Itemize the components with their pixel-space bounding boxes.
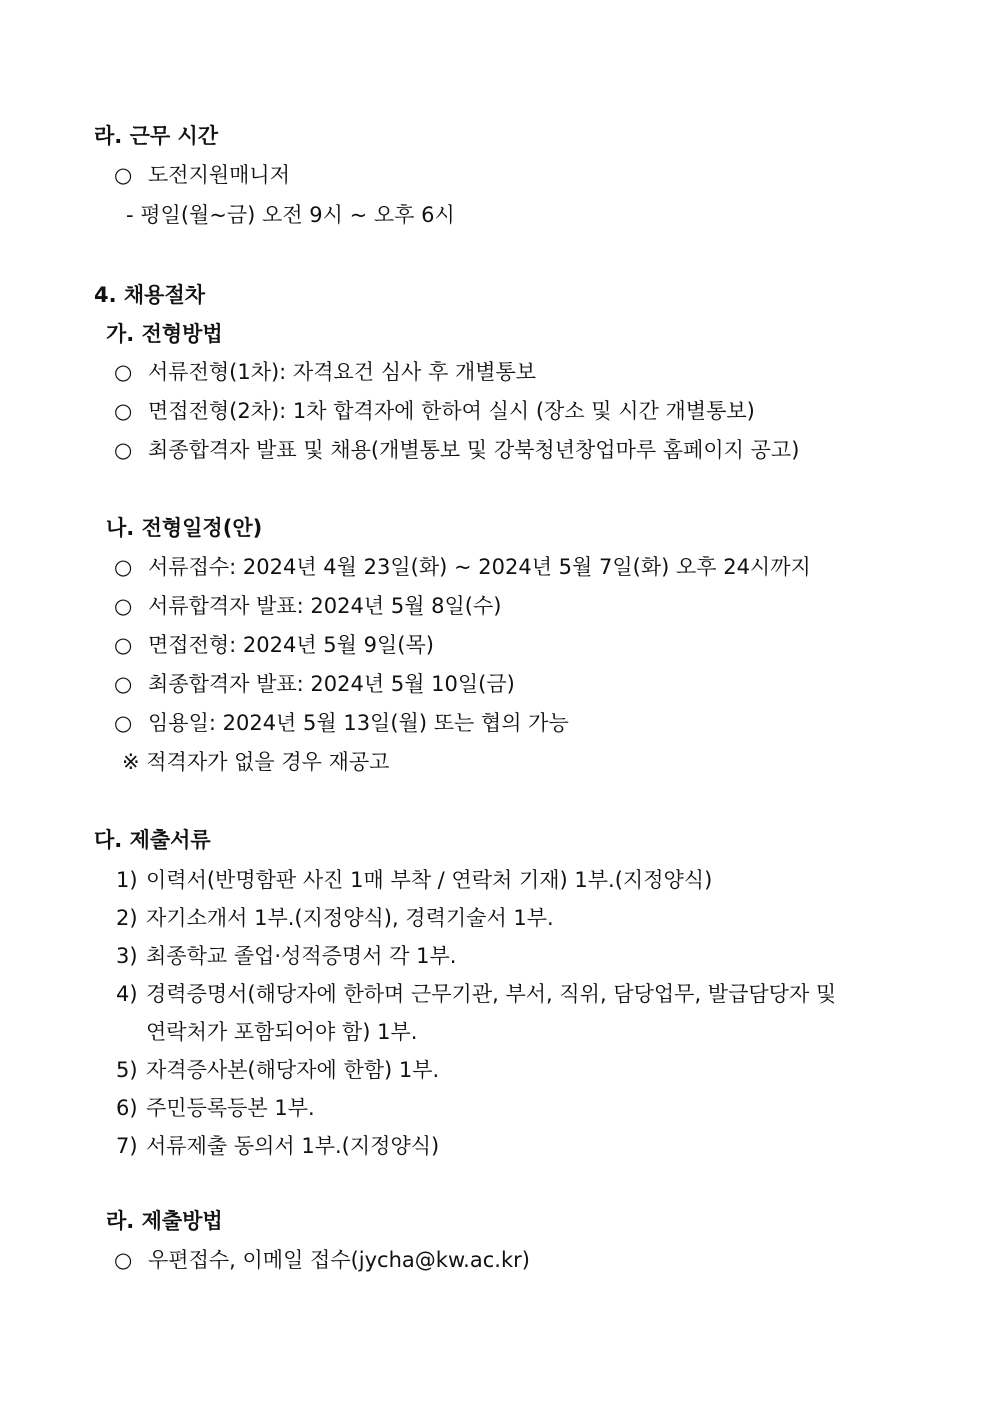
- list-item-text: 서류전형(1차): 자격요건 심사 후 개별통보: [148, 360, 537, 384]
- list-item-text: 최종합격자 발표 및 채용(개별통보 및 강북청년창업마루 홈페이지 공고): [148, 438, 800, 462]
- list-item-text: 서류접수: 2024년 4월 23일(화) ~ 2024년 5월 7일(화) 오후 24시까지: [148, 555, 811, 579]
- circle-bullet-icon: ○: [114, 672, 133, 696]
- list-item: [114, 553, 811, 581]
- list-number: 1): [116, 868, 138, 892]
- list-item: [114, 161, 290, 189]
- circle-bullet-icon: ○: [114, 1248, 133, 1272]
- list-item-text: 면접전형: 2024년 5월 9일(목): [148, 633, 434, 657]
- circle-bullet-icon: ○: [114, 633, 133, 657]
- subsection-heading: 가. 전형방법: [106, 322, 223, 346]
- section-heading: 4. 채용절차: [94, 283, 206, 307]
- list-number: 5): [116, 1058, 138, 1082]
- list-item-text: 최종학교 졸업·성적증명서 각 1부.: [146, 944, 457, 968]
- circle-bullet-icon: ○: [114, 555, 133, 579]
- list-item: [116, 942, 456, 970]
- list-item-text: 임용일: 2024년 5월 13일(월) 또는 협의 가능: [148, 711, 569, 735]
- list-item: [114, 670, 515, 698]
- list-number: 6): [116, 1096, 138, 1120]
- subsection-heading: 다. 제출서류: [94, 828, 211, 852]
- list-item-text: 도전지원매니저: [148, 163, 291, 187]
- list-item-text: 경력증명서(해당자에 한하며 근무기관, 부서, 직위, 담당업무, 발급담당자 및: [146, 982, 837, 1006]
- list-item: [114, 1246, 530, 1274]
- list-item: [114, 358, 536, 386]
- list-item-text: 면접전형(2차): 1차 합격자에 한하여 실시 (장소 및 시간 개별통보): [148, 399, 755, 423]
- list-item: [114, 592, 501, 620]
- list-number: 4): [116, 982, 138, 1006]
- list-item-text: 서류제출 동의서 1부.(지정양식): [146, 1134, 440, 1158]
- list-number: 3): [116, 944, 138, 968]
- list-item: [114, 397, 755, 425]
- list-item: [116, 866, 712, 894]
- circle-bullet-icon: ○: [114, 594, 133, 618]
- schedule-note: ※ 적격자가 없을 경우 재공고: [122, 750, 390, 774]
- list-item-text: 이력서(반명함판 사진 1매 부착 / 연락처 기재) 1부.(지정양식): [146, 868, 713, 892]
- list-item: [116, 980, 836, 1008]
- circle-bullet-icon: ○: [114, 711, 133, 735]
- list-item: [116, 1056, 439, 1084]
- circle-bullet-icon: ○: [114, 399, 133, 423]
- subsection-heading: 라. 제출방법: [106, 1209, 223, 1233]
- list-number: 7): [116, 1134, 138, 1158]
- list-number: 2): [116, 906, 138, 930]
- list-item-text: 자격증사본(해당자에 한함) 1부.: [146, 1058, 440, 1082]
- list-item-text: 자기소개서 1부.(지정양식), 경력기술서 1부.: [146, 906, 554, 930]
- list-item-text: 최종합격자 발표: 2024년 5월 10일(금): [148, 672, 515, 696]
- circle-bullet-icon: ○: [114, 360, 133, 384]
- list-item: [114, 709, 569, 737]
- circle-bullet-icon: ○: [114, 163, 133, 187]
- list-item-text: 서류합격자 발표: 2024년 5월 8일(수): [148, 594, 502, 618]
- list-item-text: 주민등록등본 1부.: [146, 1096, 315, 1120]
- circle-bullet-icon: ○: [114, 438, 133, 462]
- list-item-text: 우편접수, 이메일 접수(jycha@kw.ac.kr): [148, 1248, 530, 1272]
- list-item: [116, 1094, 315, 1122]
- list-item-continuation: 연락처가 포함되어야 함) 1부.: [146, 1020, 418, 1044]
- work-hours-heading: 라. 근무 시간: [94, 124, 219, 148]
- list-item: [116, 1132, 439, 1160]
- list-item: [114, 436, 799, 464]
- subsection-heading: 나. 전형일정(안): [106, 516, 263, 540]
- list-item: [116, 904, 554, 932]
- list-item: [114, 631, 434, 659]
- work-hours-detail: - 평일(월~금) 오전 9시 ~ 오후 6시: [126, 203, 455, 227]
